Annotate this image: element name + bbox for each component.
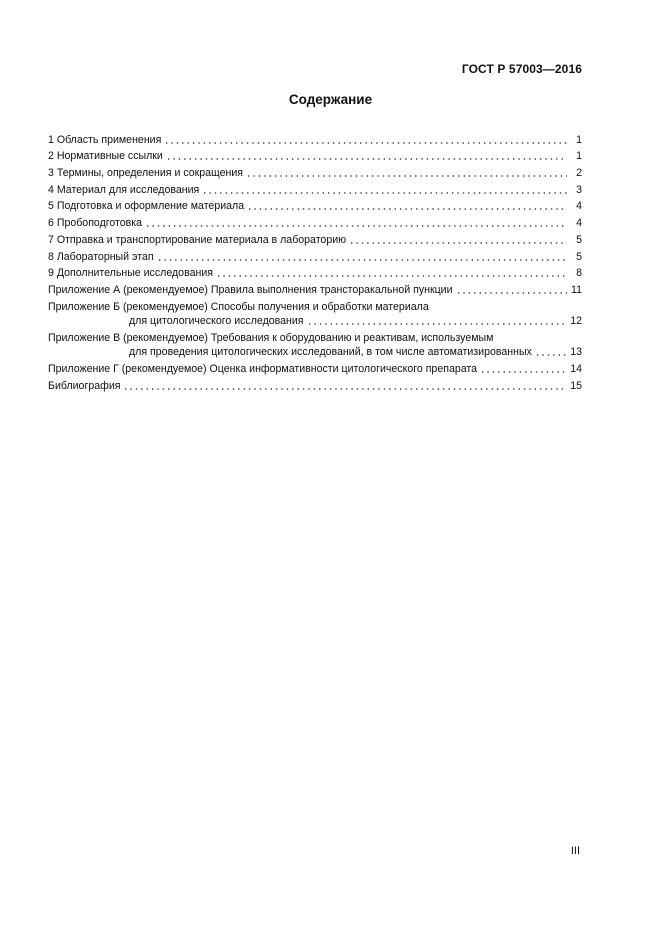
toc-entry-page: 1 [576, 133, 582, 146]
dot-leader [349, 242, 567, 244]
toc-entry-page: 12 [570, 315, 582, 328]
toc-title: Содержание [288, 92, 373, 107]
dot-leader [166, 158, 567, 160]
toc-entry-appendix-a[interactable] [48, 280, 582, 297]
toc-entry-page: 2 [576, 167, 582, 180]
toc-entry-page: 4 [576, 217, 582, 230]
toc-entry-page: 15 [570, 379, 582, 392]
toc-entry[interactable] [48, 264, 582, 281]
dot-leader [164, 142, 567, 144]
toc-entry-page: 13 [570, 346, 582, 359]
toc-entry-page: 11 [571, 283, 582, 296]
toc-entry-page: 5 [576, 233, 582, 246]
toc-entry-label: Приложение Г (рекомендуемое) Оценка информативности цитологического препарата [48, 362, 478, 375]
dot-leader [456, 292, 567, 294]
toc-entry-page: 5 [576, 250, 582, 263]
toc-entry-label: 3 Термины, определения и сокращения [48, 167, 244, 180]
toc-entry[interactable] [48, 230, 582, 247]
toc-entry-appendix-g[interactable] [48, 359, 582, 376]
dot-leader [307, 323, 567, 325]
toc-entry-label-continuation: для проведения цитологических исследований, в том числе автоматизированных [129, 346, 532, 359]
toc-entry[interactable] [48, 130, 582, 147]
page-number: III [570, 845, 580, 857]
toc-entry-label: 4 Материал для исследования [48, 183, 200, 196]
toc-entry-page: 14 [570, 362, 582, 375]
dot-leader [246, 175, 567, 177]
toc-entry-label: Приложение Б (рекомендуемое) Способы получения и обработки материала [48, 300, 429, 313]
toc-entry-bibliography[interactable] [48, 376, 582, 393]
toc-entry-label: Приложение В (рекомендуемое) Требования к оборудованию и реактивам, используемым [48, 331, 494, 344]
dot-leader [535, 354, 567, 356]
dot-leader [123, 388, 567, 390]
toc-entry-label: 6 Пробоподготовка [48, 217, 143, 230]
dot-leader [216, 275, 567, 277]
dot-leader [247, 208, 567, 210]
toc-entry-appendix-v[interactable] [48, 328, 582, 359]
document-code: ГОСТ Р 57003—2016 [461, 62, 582, 76]
toc-entry-page: 1 [576, 150, 582, 163]
toc-entry-label: 9 Дополнительные исследования [48, 267, 213, 280]
table-of-contents [48, 130, 582, 393]
toc-entry[interactable] [48, 247, 582, 264]
dot-leader [157, 259, 567, 261]
dot-leader [202, 192, 567, 194]
toc-entry-page: 3 [576, 183, 582, 196]
dot-leader [145, 225, 567, 227]
toc-entry-label-continuation: для цитологического исследования [129, 315, 304, 328]
toc-entry-label: Библиография [48, 379, 121, 392]
toc-entry-appendix-b[interactable] [48, 297, 582, 328]
toc-entry[interactable] [48, 180, 582, 197]
dot-leader [480, 371, 567, 373]
toc-entry-label: 8 Лабораторный этап [48, 250, 154, 263]
toc-entry[interactable] [48, 197, 582, 214]
toc-entry-label: 7 Отправка и транспортирование материала в лабораторию [48, 233, 347, 246]
toc-entry[interactable] [48, 147, 582, 164]
toc-entry-label: 5 Подготовка и оформление материала [48, 200, 245, 213]
toc-entry-page: 4 [576, 200, 582, 213]
toc-entry-page: 8 [576, 267, 582, 280]
toc-entry-label: 2 Нормативные ссылки [48, 150, 163, 163]
toc-entry[interactable] [48, 163, 582, 180]
toc-entry[interactable] [48, 213, 582, 230]
toc-entry-label: 1 Область применения [48, 133, 162, 146]
toc-entry-label: Приложение А (рекомендуемое) Правила выполнения трансторакальной пункции [48, 283, 453, 296]
